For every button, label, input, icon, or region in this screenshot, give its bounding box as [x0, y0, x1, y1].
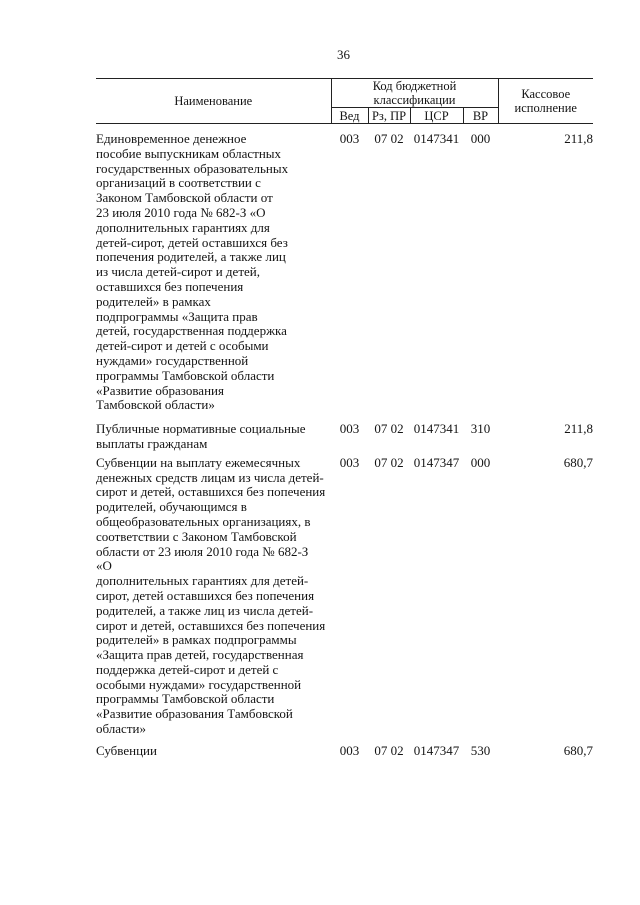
row-sum: 680,7 — [563, 454, 593, 470]
row-name-line: выплаты гражданам — [96, 435, 208, 451]
row-name-line: попечения родителей, а также лиц — [96, 249, 286, 265]
row-rz: 07 02 — [374, 454, 404, 470]
row-name — [96, 452, 331, 737]
row-name-line: родителей» в рамках подпрограммы — [96, 632, 297, 648]
row-csr: 0147347 — [413, 742, 460, 758]
row-name-line: программы Тамбовской области — [96, 367, 275, 383]
header-sum-line1: Кассовое — [521, 87, 571, 101]
row-sum: 211,8 — [564, 421, 593, 437]
row-name — [96, 124, 331, 414]
row-name-line: «Защита прав детей, государственная — [96, 647, 304, 663]
row-name-line: Единовременное денежное — [96, 131, 247, 146]
table-body — [96, 124, 593, 759]
row-name-line: области от 23 июля 2010 года № 682-З «О — [96, 543, 309, 574]
row-name-line: государственных образовательных — [96, 160, 289, 176]
row-name-line: денежных средств лицам из числа детей- — [96, 469, 324, 485]
row-name-line: особыми нуждами» государственной — [96, 676, 302, 692]
row-name-line: детей-сирот, детей оставшихся без — [96, 234, 288, 250]
header-vr: ВР — [463, 108, 498, 124]
row-vr: 310 — [470, 421, 491, 437]
row-name — [96, 413, 331, 452]
row-sum: 680,7 — [563, 742, 593, 758]
row-name-line: 23 июля 2010 года № 682-З «О — [96, 204, 266, 220]
header-csr: ЦСР — [410, 108, 463, 124]
row-name-line: общеобразовательных организациях, в — [96, 513, 311, 529]
row-name-line: поддержка детей-сирот и детей с — [96, 661, 279, 677]
row-ved: 003 — [339, 742, 360, 758]
row-ved: 003 — [339, 454, 360, 470]
row-rz: 07 02 — [374, 131, 404, 146]
table-row — [96, 413, 593, 452]
table-row — [96, 737, 593, 759]
row-csr: 0147341 — [413, 131, 460, 146]
row-name-line: Субвенции на выплату ежемесячных — [96, 454, 301, 470]
row-name-line: родителей» в рамках — [96, 293, 211, 309]
table-header-row — [96, 79, 593, 108]
header-ved: Вед — [331, 108, 368, 124]
row-rz: 07 02 — [374, 421, 404, 437]
header-name: Наименование — [96, 79, 331, 124]
row-name-line: программы Тамбовской области — [96, 691, 275, 707]
row-name-line: оставшихся без попечения — [96, 278, 244, 294]
table-row — [96, 124, 593, 414]
row-ved: 003 — [339, 421, 360, 437]
row-sum: 211,8 — [564, 131, 593, 146]
row-vr: 000 — [470, 131, 491, 146]
row-csr: 0147341 — [413, 421, 460, 437]
header-rz: Рз, ПР — [368, 108, 410, 124]
row-name-line: из числа детей-сирот и детей, — [96, 264, 260, 280]
row-name-line: Законом Тамбовской области от — [96, 190, 273, 206]
row-name-line: нуждами» государственной — [96, 352, 249, 368]
budget-table — [96, 78, 593, 759]
row-rz: 07 02 — [374, 742, 404, 758]
header-sum-line2: исполнение — [514, 101, 577, 115]
row-ved: 003 — [339, 131, 360, 146]
row-name-line: сирот, детей оставшихся без попечения — [96, 587, 315, 603]
row-name-line: «Развитие образования — [96, 382, 224, 398]
row-name-line: пособие выпускникам областных — [96, 145, 282, 161]
row-name-line: «Развитие образования Тамбовской — [96, 706, 293, 722]
row-name-line: родителей, а также лиц из числа детей- — [96, 602, 314, 618]
row-name-line: подпрограммы «Защита прав — [96, 308, 258, 324]
row-name-line: Субвенции — [96, 742, 157, 758]
row-name-line: дополнительных гарантиях для детей- — [96, 573, 309, 589]
header-sum — [498, 79, 593, 124]
row-name-line: организаций в соответствии с — [96, 175, 261, 191]
row-name-line: соответствии с Законом Тамбовской — [96, 528, 297, 544]
header-code-group: Код бюджетной классификации — [331, 79, 498, 108]
row-name-line: сирот и детей, оставшихся без попечения — [96, 617, 326, 633]
row-name-line: дополнительных гарантиях для — [96, 219, 270, 235]
row-name-line: детей, государственная поддержка — [96, 323, 287, 339]
row-name-line: области» — [96, 721, 146, 737]
row-name — [96, 737, 331, 759]
page-number-text: 36 — [337, 47, 350, 62]
row-name-line: детей-сирот и детей с особыми — [96, 338, 269, 354]
row-name-line: родителей, обучающимся в — [96, 499, 247, 515]
table-row — [96, 452, 593, 737]
row-vr: 530 — [470, 742, 491, 758]
row-name-line: Тамбовской области» — [96, 397, 215, 413]
row-name-line: Публичные нормативные социальные — [96, 421, 306, 437]
row-name-line: сирот и детей, оставшихся без попечения — [96, 484, 326, 500]
row-csr: 0147347 — [413, 454, 460, 470]
row-vr: 000 — [470, 454, 491, 470]
